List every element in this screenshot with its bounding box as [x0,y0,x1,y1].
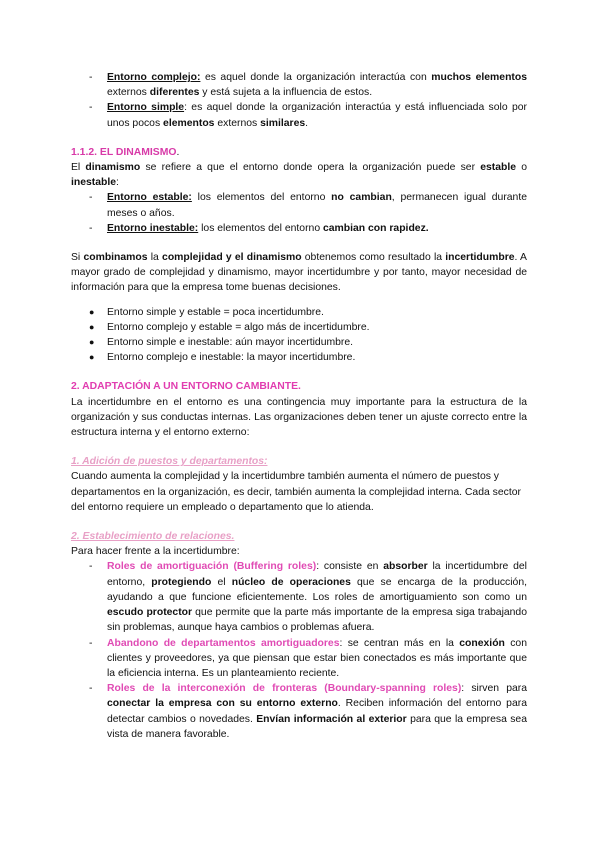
dash-marker: - [89,561,93,573]
combinacion-paragraph: Si combinamos la complejidad y el dinamismo obtenemos como resultado la incertidumbre. A mayor grado de complejidad y dinamismo, mayor incertidumbre y por tanto, mayor necesidad de información para que la empresa tome buenas decisiones. [71,252,527,294]
section-heading-dinamismo: 1.1.2. EL DINAMISMO. [71,146,180,158]
incertidumbre-bullet-list [71,305,527,366]
list-item-entorno-simple: - Entorno simple: es aquel donde la organización interactúa y está influenciada solo por unos pocos elementos externos similares. [71,100,527,130]
list-item-entorno-complejo: - Entorno complejo: es aquel donde la organización interactúa con muchos elementos externos diferentes y está sujeta a la influencia de estos. [71,70,527,100]
list-item: ● Entorno complejo e inestable: la mayor incertidumbre. [71,350,527,365]
dash-marker: - [89,222,93,234]
bullet-icon: ● [89,337,95,348]
document-page [71,70,527,742]
dash-marker: - [89,637,93,649]
list-item-boundary-spanning: - Roles de la interconexión de fronteras (Boundary-spanning roles): sirven para conectar la empresa con su entorno externo. Reciben información del entorno para detectar cambios o novedades. Envían información al exterior para que la empresa sea vista de manera favorable. [71,681,527,742]
subheading-relaciones: 2. Establecimiento de relaciones. [71,531,235,543]
list-item-entorno-estable: - Entorno estable: los elementos del entorno no cambian, permanecen igual durante meses o años. [71,190,527,220]
subheading-adicion: 1. Adición de puestos y departamentos: [71,456,268,468]
dash-marker: - [89,683,93,695]
adaptacion-paragraph: La incertidumbre en el entorno es una contingencia muy importante para la estructura de la organización y sus conductas internas. Las organizaciones deben tener un ajuste correcto entre la estructura interna y el entorno externo: [71,396,527,439]
bullet-icon: ● [89,306,95,317]
list-item: ● Entorno simple y estable = poca incertidumbre. [71,305,527,320]
adicion-paragraph: Cuando aumenta la complejidad y la incertidumbre también aumenta el número de puestos y departamentos en la organización, es decir, también aumenta la complejidad interna. Cada sector del entorno requiere un empleado o departamento que lo atienda. [71,471,521,513]
section-heading-adaptacion: 2. ADAPTACIÓN A UN ENTORNO CAMBIANTE. [71,381,301,393]
list-item: ● Entorno complejo y estable = algo más de incertidumbre. [71,320,527,335]
list-item-entorno-inestable: - Entorno inestable: los elementos del entorno cambian con rapidez. [71,221,527,236]
dash-marker: - [89,102,93,114]
relaciones-intro: Para hacer frente a la incertidumbre: [71,546,240,558]
dinamismo-paragraph: El dinamismo se refiere a que el entorno donde opera la organización puede ser estable o inestable: [71,162,528,189]
bullet-icon: ● [89,321,95,332]
list-item: ● Entorno simple e inestable: aún mayor incertidumbre. [71,335,527,350]
list-item-buffering-roles: - Roles de amortiguación (Buffering roles): consiste en absorber la incertidumbre del entorno, protegiendo el núcleo de operaciones que se encarga de la producción, ayudando a que funcione eficientemente. Los roles de amortiguamiento son como un escudo protector que permite que la parte más importante de la empresa siga trabajando sin problemas, aunque haya cambios o problemas afuera. [71,559,527,635]
dash-marker: - [89,192,93,204]
list-item-abandono-departamentos: - Abandono de departamentos amortiguadores: se centran más en la conexión con clientes y proveedores, ya que piensan que estar bien conectados es más importante que la eficiencia interna. Es un planteamiento reciente. [71,636,527,682]
bullet-icon: ● [89,352,95,363]
dash-marker: - [89,72,93,83]
